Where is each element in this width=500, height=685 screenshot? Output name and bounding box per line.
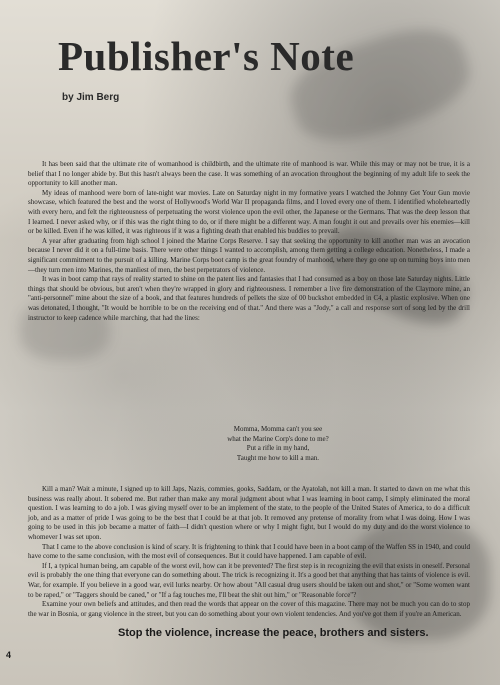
article-body — [28, 160, 470, 323]
poem-block — [178, 425, 378, 463]
paragraph: A year after graduating from high school I joined the Marine Corps Reserve. I say that seeking the opportunity to kill another man was an avocation because I never did it on a full-time basis. There were other things I wanted to accomplish, among them getting a college education. Nonetheless, I made a significant commitment to the pursuit of a killing. Marine Corps boot camp is the great foundry of manhood, where they go one up on turning boys into men—they turn men into Marines, the manliest of men, the best perpetrators of violence. — [28, 236, 470, 274]
poem-line: Put a rifle in my hand, — [246, 444, 310, 453]
paragraph: Kill a man? Wait a minute, I signed up to kill Japs, Nazis, commies, gooks, Saddam, or the Ayatolah, not kill a man. It started to dawn on me what this business was really about. It sobered me. But rather than make any moral judgment about what I was learning in boot camp, I simply eliminated the moral question. I was learning to do a job. I was giving myself over to be an implement of the state, to the people of the United States of America, to do a difficult job, and as a matter of pride I was going to be the best that I could be at that job. It removed any pretense of morality from what I was doing. How I was going to be used in this job became a matter of faith—I didn't question where or why I might fight, but I would do my duty and do the worst violence to whomever I was set upon. — [28, 485, 470, 541]
page-title: Publisher's Note — [58, 33, 355, 79]
paragraph: It has been said that the ultimate rite of womanhood is childbirth, and the ultimate rite of manhood is war. While this may or may not be true, it is a belief that I no longer abide by. But this hasn't always been the case. It was something of an avocation throughout the beginning of my adult life to seek the opportunity to kill another man. — [28, 160, 470, 188]
paragraph: Examine your own beliefs and attitudes, and then read the words that appear on the cover of this magazine. There may not be much you can do to stop the war in Bosnia, or gang violence in the street, but you can do something about your own violent tendencies. And you've got them if you're an American. — [28, 600, 470, 618]
paragraph: If I, a typical human being, am capable of the worst evil, how can it be prevented? The first step is in recognizing the evil that exists in oneself. Personal evil is probably the one thing that everyone can do something about. The trick is recognizing it. It's a good bet that anything that has taints of violence is evil. War, for example. If you believe in a good war, evil lurks nearby. Or how about "All casual drug users should be taken out and shot," or "Some women want to be raped," or "Taggers should be caned," or "If a fag touches me, I'll beat the shit out him," or "Reasonable force"? — [28, 561, 470, 599]
paragraph: My ideas of manhood were born of late-night war movies. Late on Saturday night in my formative years I watched the Johnny Get Your Gun movie showcase, which featured the best and the worst of Hollywood's World War II propaganda films, and I loved every one of them. I identified wholeheartedly with every hero, and felt the righteousness of perpetuating the worst violence upon the evil other, the Japanese or the Germans. That was the deep lesson that I learned. I never asked why, or if this was the right thing to do, or if there might be a different way. A man fought it out and prevails over his enemies—kill or be killed. Even if he was killed, it was righteous if it was a fighting death that enabled his buddies to prevail. — [28, 188, 470, 236]
paragraph: That I came to the above conclusion is kind of scary. It is frightening to think that I could have been in a boot camp of the Waffen SS in 1940, and could have come to the same conclusion, with the most evil of consequences. But it could have happened. I am capable of evil. — [28, 542, 470, 561]
article-body-continued — [28, 485, 470, 619]
byline: by Jim Berg — [62, 92, 120, 103]
poem-line: Momma, Momma can't you see — [233, 425, 323, 433]
closing-line: Stop the violence, increase the peace, brothers and sisters. — [118, 627, 429, 639]
page-number: 4 — [6, 650, 12, 660]
paragraph: It was in boot camp that rays of reality started to shine on the patent lies and fantasies that I had consumed as a boy on those late Saturday nights. Little things that should be obvious, but aren't when they're wrapped in glory and righteousness. I remember a live fire demonstration of the Claymore mine, an "anti-personnel" mine about the size of a book, and that features hundreds of pellets the size of 00 buckshot embedded in C4, a plastic explosive. When one was detonated, I thought, "It would be horrible to be on the receiving end of that." And there was a "Jody," a call and response sort of song led by the drill instructor to keep cadence while marching, that had the lines: — [28, 275, 470, 322]
poem-line: Taught me how to kill a man. — [236, 453, 320, 462]
poem-line: what the Marine Corp's done to me? — [227, 434, 329, 443]
